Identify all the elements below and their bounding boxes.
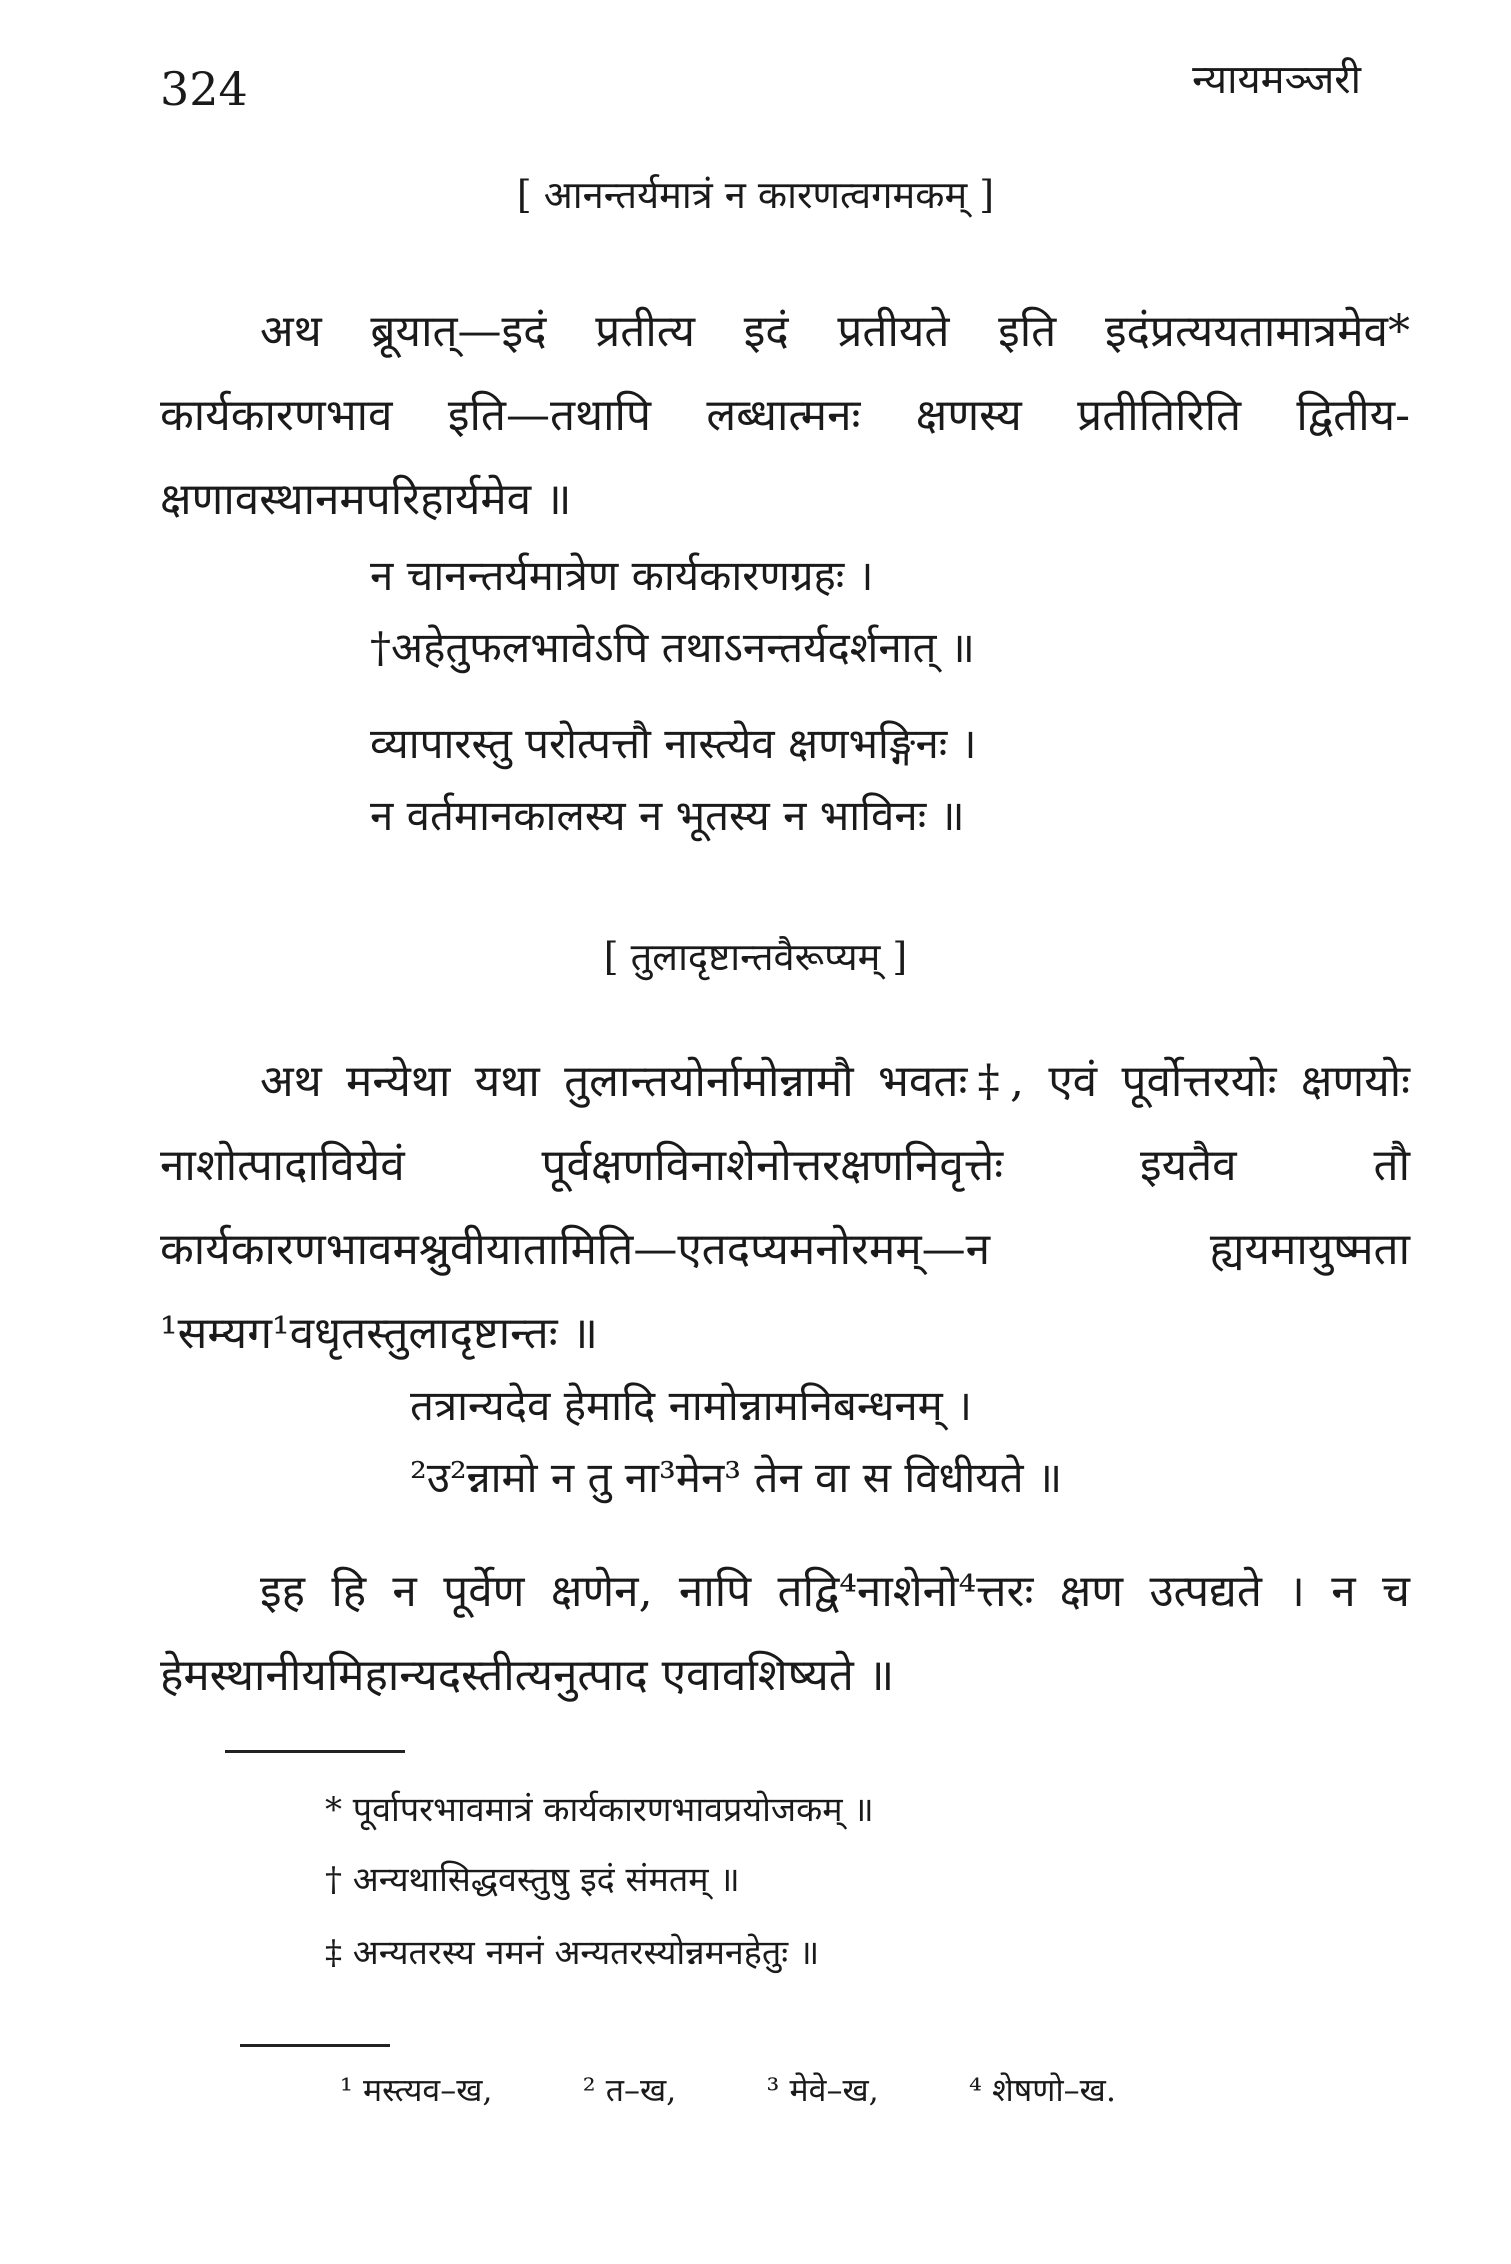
verse-1-line-2: †अहेतुफलभावेऽपि तथाऽनन्तर्यदर्शनात् ॥ <box>370 623 975 672</box>
footnote-rule <box>225 1750 405 1753</box>
variant-rule <box>240 2044 390 2047</box>
verse-2-line-1: व्यापारस्तु परोत्पत्तौ नास्त्येव क्षणभङ्गिनः । <box>370 719 977 768</box>
variant-note-3: ³ मेवे–ख, <box>766 2071 879 2109</box>
section-heading-2: [ तुलादृष्टान्तवैरूप्यम् ] <box>603 935 908 979</box>
footnote-1: * पूर्वापरभावमात्रं कार्यकारणभावप्रयोजकम् ॥ <box>325 1790 874 1830</box>
verse-3-line-1: तत्रान्यदेव हेमादि नामोन्नामनिबन्धनम् । <box>410 1381 973 1430</box>
paragraph-2: अथ मन्येथा यथा तुलान्तयोर्नामोन्नामौ भवतः‡, एवं पूर्वोत्तरयोः क्षणयोः नाशोत्पादावियेवं पूर्वक्षणविनाशेनोत्तरक्षणनिवृत्तेः इयतैव तौ कार्यकारणभावमश्नुवीयातामिति—एतदप्यमनोरमम्—न ह्ययमायुष्मता ¹सम्यग¹वधृतस्तुलादृष्टान्तः ॥ <box>160 1056 1410 1359</box>
footnote-2: † अन्यथासिद्धवस्तुषु इदं संमतम् ॥ <box>325 1860 740 1900</box>
section-heading-1: [ आनन्तर्यमात्रं न कारणत्वगमकम् ] <box>516 173 995 217</box>
paragraph-3: इह हि न पूर्वेण क्षणेन, नापि तद्वि⁴नाशेनो⁴त्तरः क्षण उत्पद्यते । न च हेमस्थानीयमिहान्यदस्तीत्यनुत्पाद एवावशिष्यते ॥ <box>160 1566 1410 1701</box>
variant-note-4: ⁴ शेषणो–ख. <box>968 2071 1116 2109</box>
running-head: न्यायमञ्जरी <box>1192 57 1361 103</box>
variant-note-1: ¹ मस्त्यव–ख, <box>340 2071 493 2109</box>
paragraph-1: अथ ब्रूयात्—इदं प्रतीत्य इदं प्रतीयते इति इदंप्रत्ययतामात्रमेव* कार्यकारणभाव इति—तथापि लब्धात्मनः क्षणस्य प्रतीतिरिति द्वितीय-क्षणावस्थानमपरिहार्यमेव ॥ <box>160 306 1410 525</box>
verse-3-line-2: ²उ²न्नामो न तु ना³मेन³ तेन वा स विधीयते ॥ <box>410 1453 1063 1502</box>
variant-note-2: ² त–ख, <box>582 2071 677 2109</box>
verse-2-line-2: न वर्तमानकालस्य न भूतस्य न भाविनः ॥ <box>370 791 965 840</box>
verse-1-line-1: न चानन्तर्यमात्रेण कार्यकारणग्रहः । <box>370 551 874 600</box>
footnote-3: ‡ अन्यतरस्य नमनं अन्यतरस्योन्नमनहेतुः ॥ <box>325 1933 820 1973</box>
variant-notes <box>340 2068 1196 2111</box>
page-number: 324 <box>160 62 248 116</box>
